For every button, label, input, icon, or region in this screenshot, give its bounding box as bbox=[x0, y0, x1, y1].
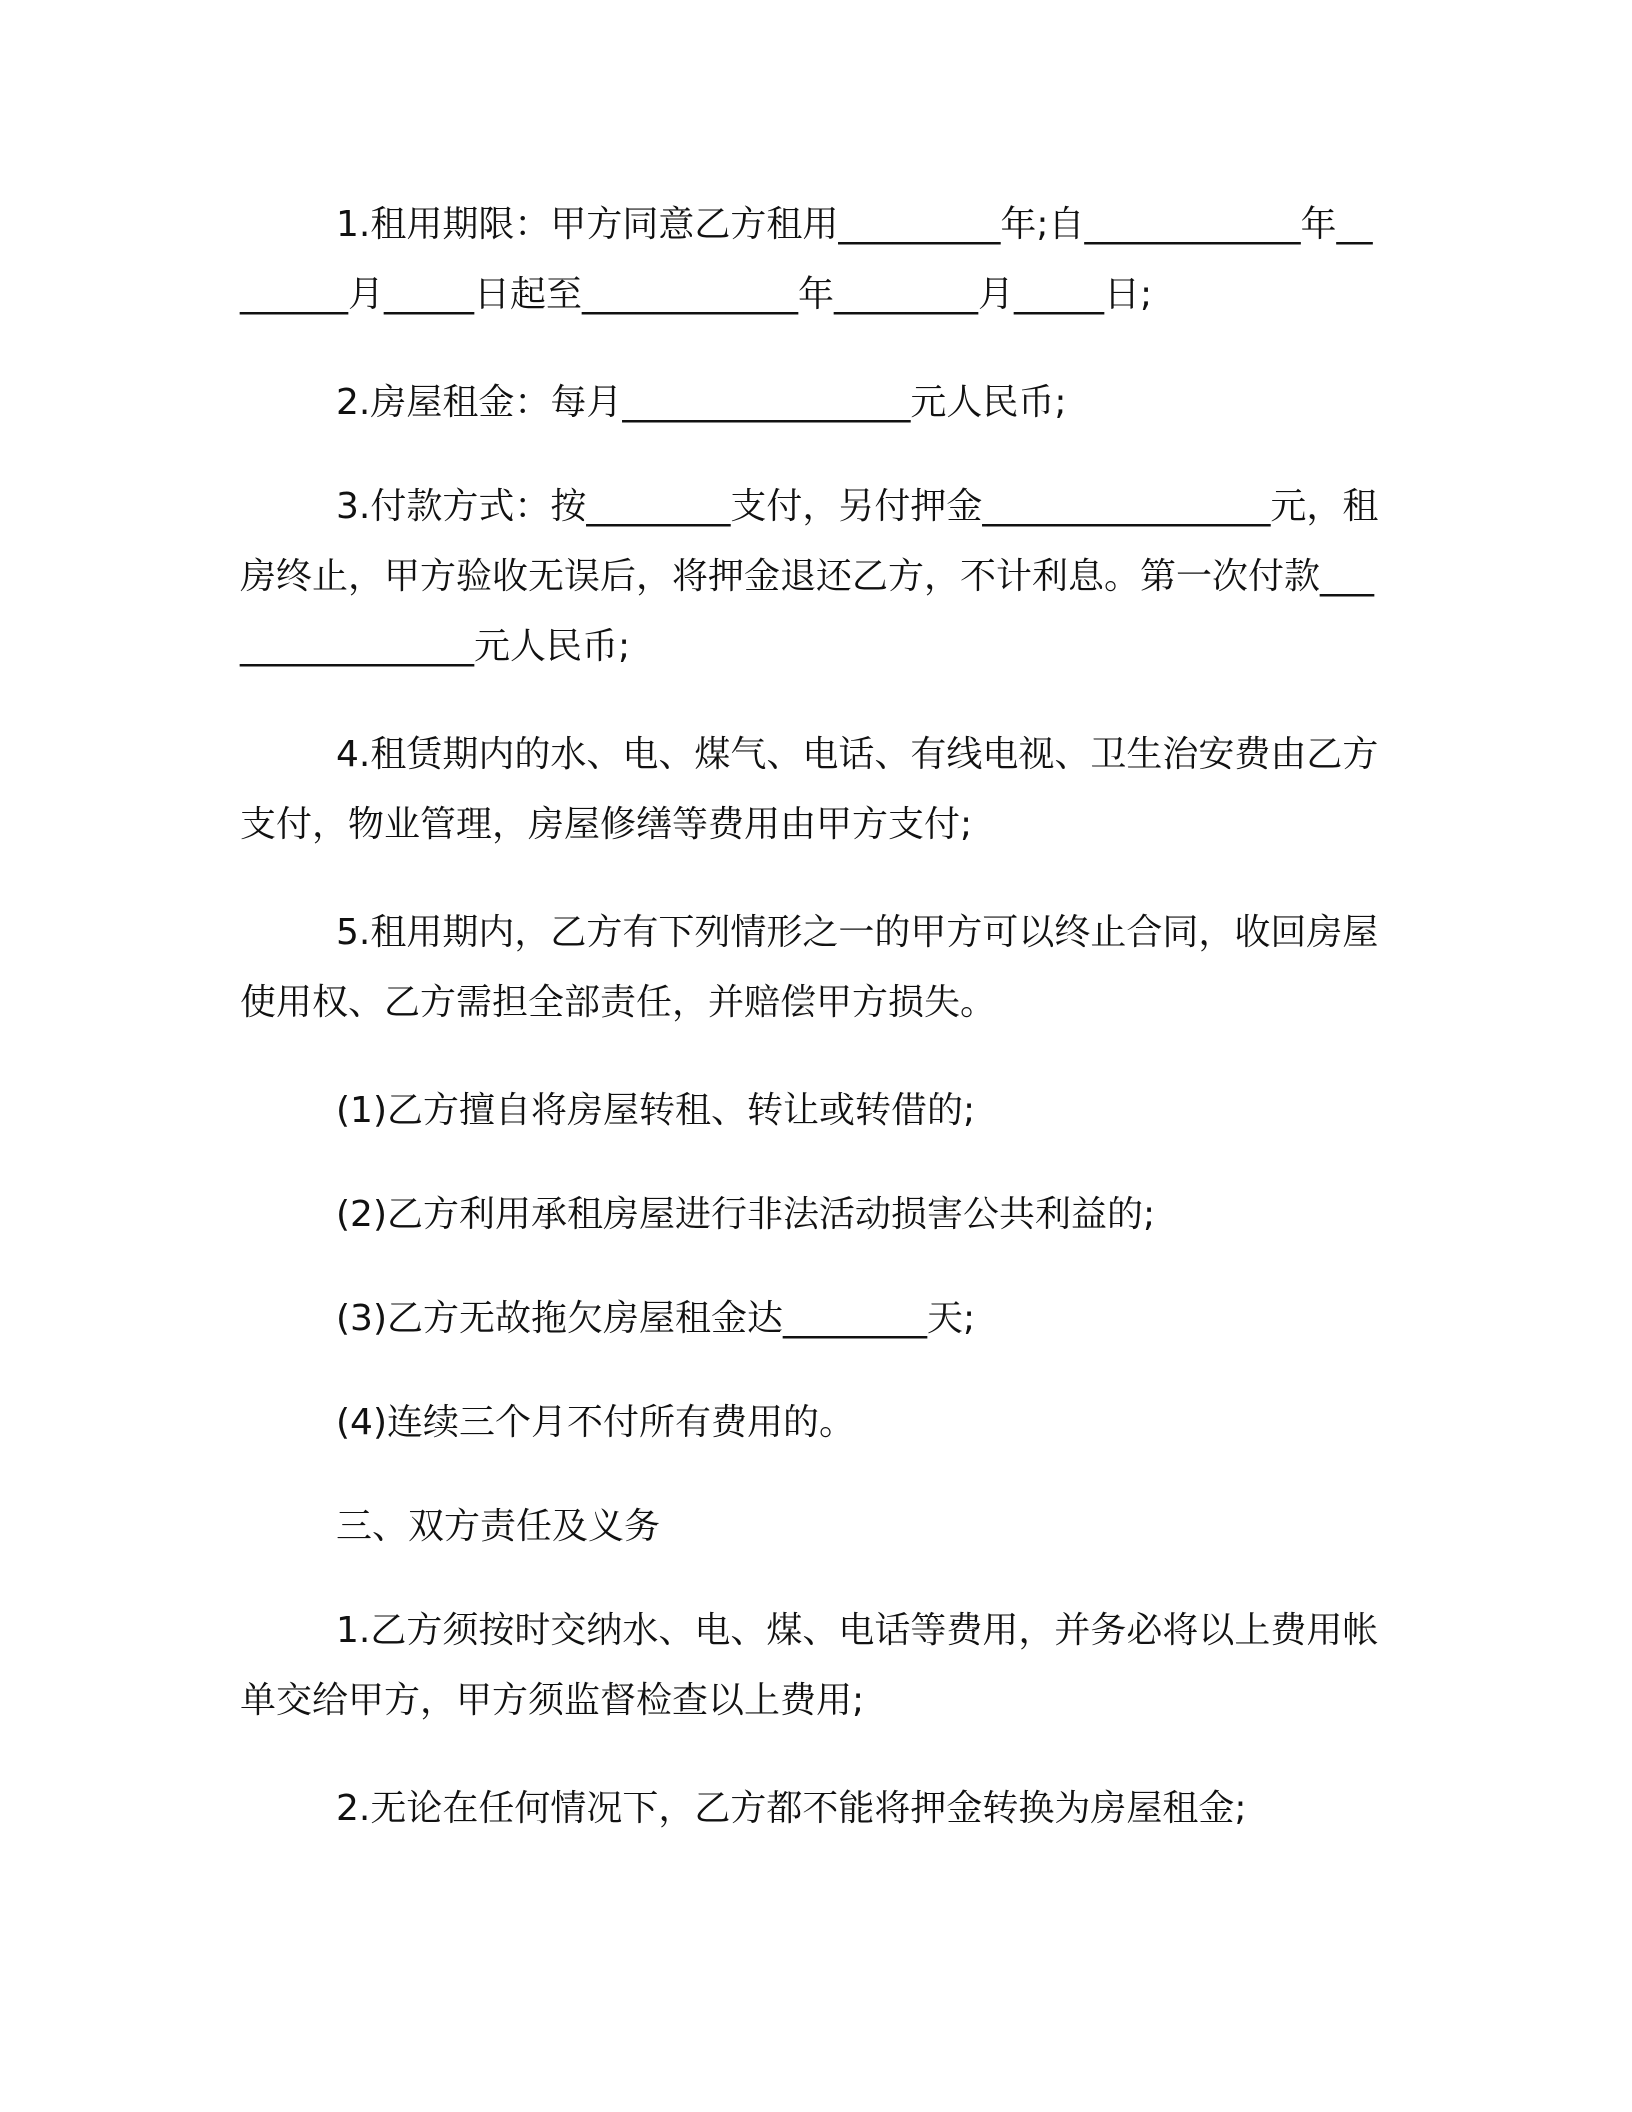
document-page bbox=[240, 190, 1390, 1878]
clause-rental-term: 1.租用期限：甲方同意乙方租用_________年;自____________年________月_____日起至____________年________月_____日; bbox=[240, 204, 1373, 315]
clause-termination: 5.租用期内，乙方有下列情形之一的甲方可以终止合同，收回房屋使用权、乙方需担全部责任，并赔偿甲方损失。 bbox=[240, 912, 1379, 1023]
termination-item-1: (1)乙方擅自将房屋转租、转让或转借的; bbox=[336, 1090, 976, 1131]
clause-utilities: 4.租赁期内的水、电、煤气、电话、有线电视、卫生治安费由乙方支付，物业管理，房屋修缮等费用由甲方支付; bbox=[240, 734, 1379, 845]
duty-item-2: 2.无论在任何情况下，乙方都不能将押金转换为房屋租金; bbox=[336, 1788, 1247, 1829]
termination-item-3: (3)乙方无故拖欠房屋租金达________天; bbox=[336, 1298, 976, 1339]
section-heading-responsibilities: 三、双方责任及义务 bbox=[336, 1506, 661, 1547]
termination-item-4: (4)连续三个月不付所有费用的。 bbox=[336, 1402, 855, 1443]
clause-payment-method: 3.付款方式：按________支付，另付押金________________元，租房终止，甲方验收无误后，将押金退还乙方，不计利息。第一次付款________________元人民币; bbox=[240, 486, 1379, 667]
termination-item-2: (2)乙方利用承租房屋进行非法活动损害公共利益的; bbox=[336, 1194, 1156, 1235]
clause-rent: 2.房屋租金：每月________________元人民币; bbox=[336, 382, 1067, 423]
duty-item-1: 1.乙方须按时交纳水、电、煤、电话等费用，并务必将以上费用帐单交给甲方，甲方须监督检查以上费用; bbox=[240, 1610, 1379, 1721]
